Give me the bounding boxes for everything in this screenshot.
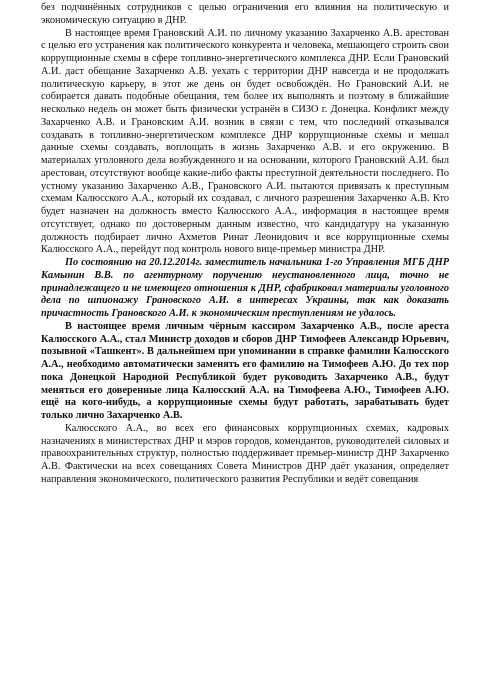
paragraph-timofeev-cashier: В настоящее время личным чёрным кассиром Захарченко А.В., после ареста Калюсского А.А., стал Министр доходов и сборов ДНР Тимофеев Александр Юрьевич, позывной «Ташкент». В дальнейшем при упоминании в справке фамилии Калюсского А.А., необходимо автоматически заменять его фамилию на Тимофеев А.Ю. До тех пор пока Донецкой Народной Республикой будет руководить Захарченко А.В., будут меняться его доверенные лица Калюсский А.А. на Тимофеева А.Ю., Тимофеев А.Ю. ещё на кого-нибудь, а коррупционные схемы будут работать, зарабатывать будет только лично Захарченко А.В.	[41, 320, 449, 421]
paragraph-continuation: без подчинённых сотрудников с целью ограничения его влияния на политическую и экономическую ситуацию в ДНР.	[41, 2, 449, 26]
document-body	[41, 2, 449, 487]
paragraph-kamynin-espionage: По состоянию на 20.12.2014г. заместитель начальника 1-го Управления МГБ ДНР Камынин В.В. по агентурному поручению неустановленного лица, точно не принадлежащего и не имеющего отношения к ДНР, сфабриковал материалы уголовного дела по шпионажу Грановского А.И. в интересах Украины, так как доказать причастность Грановского А.И. к экономическим преступлениям не удалось.	[41, 257, 449, 319]
paragraph-granovsky-arrest: В настоящее время Грановский А.И. по личному указанию Захарченко А.В. арестован с целью его устранения как политического конкурента и человека, мешающего строить свои коррупционные схемы в сфере топливно-энергетического комплекса ДНР. Если Грановский А.И. даст обещание Захарченко А.В. уехать с территории ДНР навсегда и не продолжать политическую карьеру, в этот же день он будет освобождён. Но Грановский А.И. не собирается давать подобные обещания, тем более их выполнять и поэтому в ближайшие несколько недель он может быть физически устранён в СИЗО г. Донецка. Конфликт между Захарченко А.В. и Грановским А.И. возник в связи с тем, что последний отказывался создавать в топливно-энергетическом комплексе ДНР коррупционные схемы и мешал данные схемы создавать, воплощать в жизнь Захарченко А.В. и его окружению. В материалах уголовного дела возбужденного и на основании, которого Грановский А.И. был арестован, отсутствуют вообще какие-либо факты преступной деятельности последнего. По устному указанию Захарченко А.В., Грановского А.И. пытаются привязать к преступным схемам Калюсского А.А., который их создавал, с личного разрешения Захарченко А.В. Кто будет назначен на должность вместо Калюсского А.А., информация в настоящее время отсутствует, однако по достоверным данным известно, что кандидатуру на указанную должность подбирает лично Ахметов Ринат Леонидович и все коррупционные схемы Калюсского А.А., перейдут под контроль нового вице-премьер министра ДНР.	[41, 27, 449, 256]
paragraph-kalyussky-schemes: Калюсского А.А., во всех его финансовых коррупционных схемах, кадровых назначениях в министерствах ДНР и мэров городов, комендантов, руководителей силовых и правоохранительных структур, полностью поддерживает премьер-министр ДНР Захарченко А.В. Фактически на всех совещаниях Совета Министров ДНР даёт указания, определяет направления экономического, политического развития Республики и ведёт совещания	[41, 422, 449, 485]
